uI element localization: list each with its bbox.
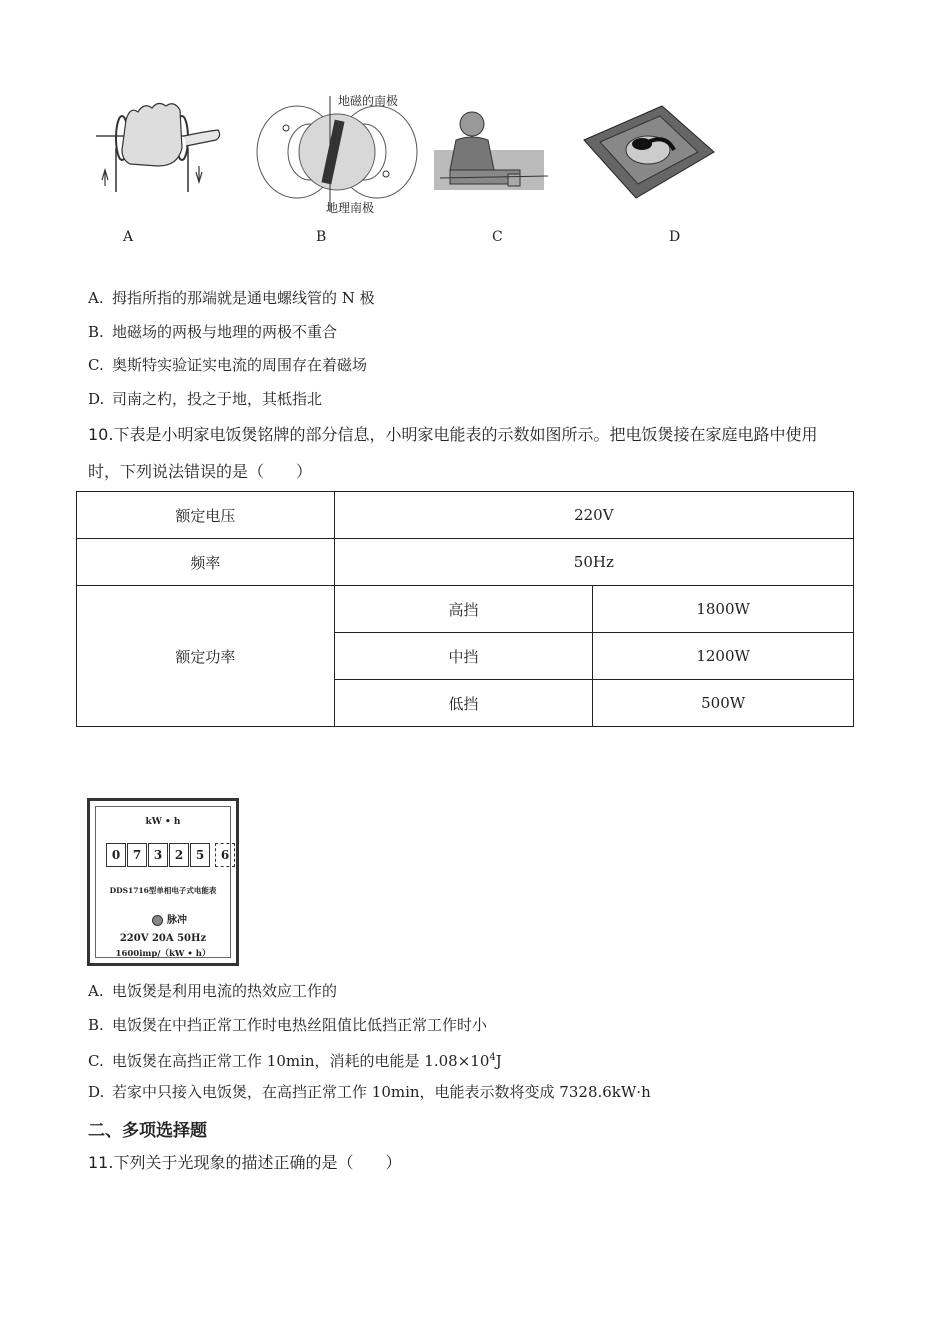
q9-option-a[interactable] [88, 288, 375, 308]
q10-option-a[interactable] [88, 981, 337, 1001]
q10-option-d[interactable] [88, 1082, 651, 1102]
level-power: 1800W [593, 586, 854, 633]
meter-unit: kW • h [145, 817, 181, 827]
pulse-light-icon [152, 915, 163, 926]
pulse-label: 脉冲 [167, 915, 187, 926]
option-text: 若家中只接入电饭煲，在高挡正常工作 10min，电能表示数将变成 7328.6kW·h [112, 1083, 651, 1101]
figure-label-a: A [123, 229, 134, 245]
meter-digit: 0 [106, 843, 126, 867]
figure-b-top-label: 地磁的南极 [338, 94, 399, 108]
figure-label-c: C [492, 229, 503, 245]
q10-option-c[interactable] [88, 1048, 502, 1071]
option-key: C. [88, 1052, 104, 1070]
figure-a-solenoid-hand [92, 88, 224, 198]
rated-voltage-label: 额定电压 [77, 492, 335, 539]
option-text: 地磁场的两极与地理的两极不重合 [112, 323, 338, 341]
meter-digit: 2 [169, 843, 189, 867]
q9-option-b[interactable] [88, 322, 337, 342]
meter-model: DDS1716型单相电子式电能表 [109, 886, 217, 895]
option-superscript: 4 [489, 1052, 496, 1063]
option-key: D. [88, 1083, 105, 1101]
meter-impulse-rate: 1600imp/（kW • h） [115, 949, 211, 959]
q9-option-c[interactable] [88, 355, 367, 375]
question-text: 下表是小明家电饭煲铭牌的部分信息，小明家电能表的示数如图所示。把电饭煲接在家庭电路中使用 [113, 425, 818, 444]
level-power: 1200W [593, 633, 854, 680]
option-key: D. [88, 390, 105, 408]
q10-option-b[interactable] [88, 1015, 487, 1035]
figure-label-b: B [316, 229, 327, 245]
meter-pulse-indicator [152, 911, 187, 926]
frequency-label: 频率 [77, 539, 335, 586]
option-text-before: 电饭煲在高挡正常工作 10min，消耗的电能是 1.08×10 [112, 1052, 490, 1070]
meter-digit: 5 [190, 843, 210, 867]
meter-digits [106, 843, 236, 867]
option-key: C. [88, 356, 104, 374]
table-row [77, 492, 854, 539]
electric-meter-image [87, 798, 239, 966]
figure-label-d: D [669, 229, 681, 245]
q11-stem [88, 1150, 401, 1173]
table-row [77, 539, 854, 586]
question-number: 10. [88, 425, 114, 444]
option-key: A. [88, 289, 104, 307]
rated-power-label: 额定功率 [77, 586, 335, 727]
level-name: 高挡 [334, 586, 593, 633]
question-text: 下列关于光现象的描述正确的是（ ） [113, 1153, 402, 1172]
figure-c-oersted-experiment [430, 104, 552, 204]
option-key: B. [88, 1016, 104, 1034]
level-name: 低挡 [334, 680, 593, 727]
option-text-after: J [495, 1052, 502, 1070]
meter-digit: 7 [127, 843, 147, 867]
section-heading-multiple-choice: 二、多项选择题 [88, 1121, 207, 1141]
rated-voltage-value: 220V [334, 492, 853, 539]
q10-stem-line2: 时，下列说法错误的是（ ） [88, 462, 313, 481]
meter-digit: 3 [148, 843, 168, 867]
meter-rating: 220V 20A 50Hz [119, 933, 207, 944]
level-name: 中挡 [334, 633, 593, 680]
q9-option-d[interactable] [88, 389, 322, 409]
option-text: 司南之杓，投之于地，其柢指北 [112, 390, 323, 408]
q10-stem-line1 [88, 422, 817, 445]
option-text: 奥斯特实验证实电流的周围存在着磁场 [112, 356, 368, 374]
frequency-value: 50Hz [334, 539, 853, 586]
meter-panel [95, 806, 231, 958]
option-key: B. [88, 323, 104, 341]
level-power: 500W [593, 680, 854, 727]
option-text: 电饭煲是利用电流的热效应工作的 [112, 982, 338, 1000]
rice-cooker-spec-table [76, 491, 854, 727]
table-row [77, 586, 854, 633]
question-number: 11. [88, 1153, 114, 1172]
option-key: A. [88, 982, 104, 1000]
option-text: 拇指所指的那端就是通电螺线管的 N 极 [112, 289, 375, 307]
figure-b-bottom-label: 地理南极 [326, 201, 375, 215]
meter-digit-decimal: 6 [215, 843, 235, 867]
option-text: 电饭煲在中挡正常工作时电热丝阻值比低挡正常工作时小 [112, 1016, 488, 1034]
figure-d-sinan-compass [578, 104, 718, 200]
